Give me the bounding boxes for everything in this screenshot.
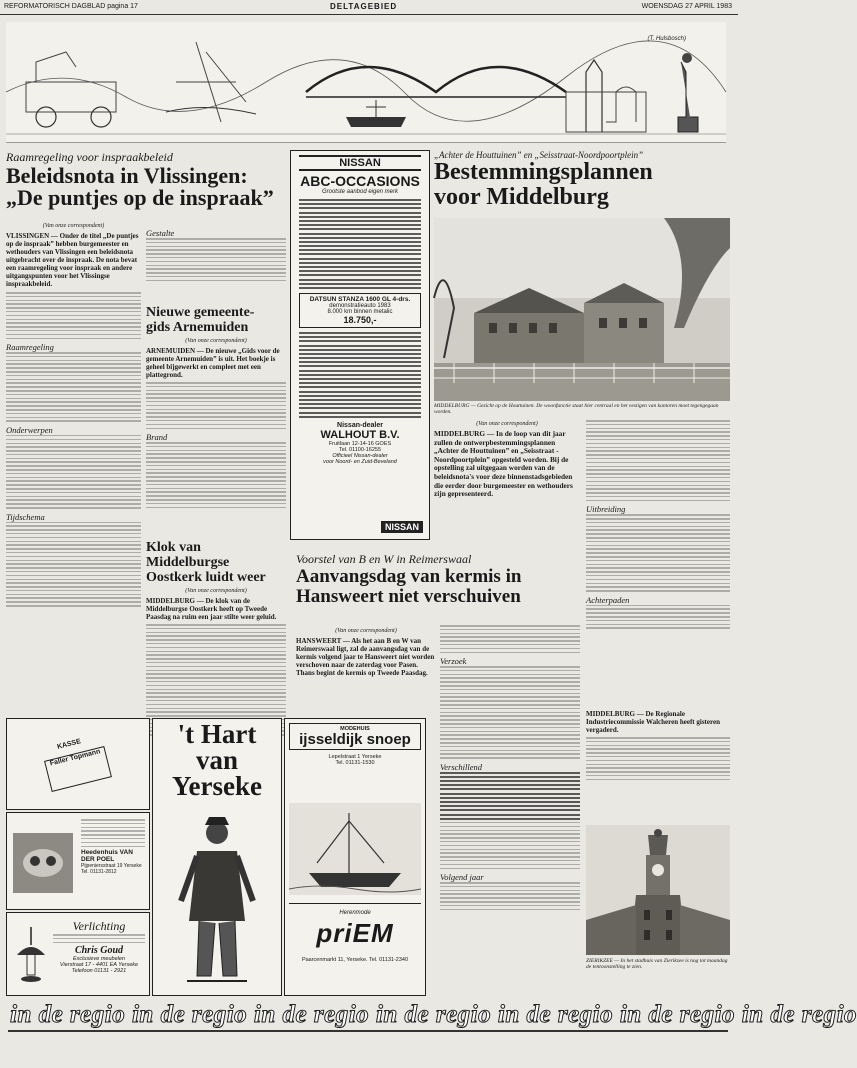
body-text: [146, 442, 286, 508]
article-kicker: Voorstel van B en W in Reimerswaal: [296, 552, 472, 566]
banner-illustration: [6, 22, 726, 143]
header-left: REFORMATORISCH DAGBLAD pagina 17: [4, 3, 138, 10]
nissan-ad-title: ABC-OCCASIONS: [300, 173, 420, 189]
body-text: [6, 435, 141, 509]
article-title: Bestemmingsplannen: [434, 159, 653, 185]
footer-regio-banner: in de regio in de regio in de regio in de regio in de regio in de regio in de regio: [10, 1001, 857, 1028]
priem-logo: priEM: [316, 918, 394, 948]
faller-advertisement: [6, 718, 150, 810]
occasion-list: [299, 199, 421, 289]
article-lead: HANSWEERT — Als het aan B en W van Reimerswaal ligt, zal de aanvangsdag van de kermis volgend jaar te Hansweert niet worden verschoven naar de zaterdag voor Pasen. Thans begint de kermis op Tweede Paasdag.: [296, 637, 435, 677]
article-title-line2: gids Arnemuiden: [146, 320, 249, 335]
article-lead: ARNEMUIDEN — De nieuwe „Gids voor de gemeente Arnemuiden” is uit. Het boekje is geheel bijgewerkt en compleet met een plattegrond.: [146, 347, 280, 379]
hart-line2: van: [195, 745, 239, 775]
body-text: [586, 605, 730, 629]
verlichting-line: Exclusieve meubelen: [73, 956, 125, 963]
priem-top: Herenmode: [339, 910, 371, 916]
promo-detail: demonstratieauto 1983: [329, 302, 391, 309]
subheading-verzoek: Verzoek: [440, 656, 467, 667]
subheading-achterpaden: Achterpaden: [586, 594, 630, 605]
promo-detail: 8.000 km binnen metalic: [327, 308, 393, 315]
hart-van-yerseke-advertisement: [152, 718, 282, 996]
byline: (Van onze correspondent): [185, 588, 247, 594]
priem-address: Paarcenmarkt 11, Yerseke. Tel. 01131-2340: [301, 957, 409, 963]
dealer-address: Fruitlaan 12-14-16 GOES: [328, 440, 392, 447]
body-text: [6, 352, 141, 422]
banner-drawing: [6, 22, 726, 142]
photo-caption: MIDDELBURG — Gezicht op de Houttuinen. De woonfunctie staat hier centraal en het vestigen van kantoren moet tegengegaan worden.: [434, 403, 719, 416]
poel-text: [81, 819, 145, 847]
body-text: [440, 625, 580, 653]
body-text: [146, 382, 286, 429]
byline: (Van onze correspondent): [185, 338, 247, 344]
article-vlissingen-heading: [6, 150, 286, 210]
article-title-line2: „De puntjes op de inspraak”: [6, 185, 274, 210]
body-text: [440, 666, 580, 759]
header-section: DELTAGEBIED: [330, 2, 398, 11]
article-title-line2: voor Middelburg: [434, 184, 609, 210]
body-text: [586, 514, 730, 591]
faller-top: KASSE: [56, 738, 82, 751]
subheading-gestalte: Gestalte: [146, 228, 175, 238]
ijsseldijk-name: ijsseldijk snoep: [299, 731, 411, 748]
promo-model: DATSUN STANZA 1600 GL 4-drs.: [309, 295, 411, 303]
article-lead: VLISSINGEN — Onder de titel „De puntjes op de inspraak” hebben burgemeester en wethouders van Vlissingen een beleidsnota uitgebracht over de inspraak. De nota bevat een raamregeling voor inspraak en andere uitgangspunten voor het Vlissingse inspraakbeleid.: [6, 232, 139, 288]
ijsseldijk-address: Lepelstraat 1 Yerseke: [328, 754, 382, 760]
subheading-uitbreiding: Uitbreiding: [586, 504, 626, 515]
photo-zierikzee-caption: ZIERIKZEE — In het stadhuis van Zierikzee is nog tot maandag de tentoonstelling te zien.: [586, 958, 728, 971]
dealer-name: WALHOUT B.V.: [320, 428, 400, 441]
poel-name: Heedenhuis VAN DER POEL: [81, 849, 133, 864]
article-title: Aanvangsdag van kermis in: [296, 566, 522, 587]
photo-houttuinen: [434, 218, 730, 401]
article-lead: MIDDELBURG — De klok van de Middelburgse Oostkerk heeft op Tweede Paasdag na ruim een jaar stilte weer geluid.: [146, 597, 277, 621]
article-arnemuiden: [146, 305, 286, 535]
banner-caption: (T. Hulsbosch): [647, 36, 686, 42]
body-text: [440, 822, 580, 869]
article-kicker: Raamregeling voor inspraakbeleid: [6, 150, 173, 164]
dealer-label: Nissan-dealer: [337, 421, 383, 429]
verlichting-phone: Telefoon 01131 - 2921: [71, 968, 127, 975]
verlichting-title: Verlichting: [72, 919, 126, 933]
dealer-phone: Tel. 01100-16255: [338, 446, 382, 453]
subheading-verschillend: Verschillend: [440, 761, 483, 772]
occasion-list: [299, 332, 421, 418]
byline: (Van onze correspondent): [476, 421, 538, 427]
article-title-line2: Hansweert niet verschuiven: [296, 586, 521, 607]
page-header: [0, 0, 738, 15]
article-hansweert-col2: [440, 625, 580, 995]
nissan-logo: NISSAN: [381, 521, 423, 533]
photo-zierikzee-image: [586, 825, 730, 955]
nissan-advertisement: [290, 150, 430, 540]
article-title: Klok van Middelburgse: [146, 540, 230, 570]
subheading-tijdschema: Tijdschema: [6, 511, 45, 522]
verlichting-shop: Chris Goud: [74, 945, 124, 957]
body-text: [440, 882, 580, 910]
article-title-line2: Oostkerk luidt weer: [146, 570, 266, 585]
faller-name: Faller Topmann: [44, 746, 112, 792]
body-text: [146, 238, 286, 281]
body-text: [586, 737, 730, 780]
verlichting-advertisement: [6, 912, 150, 996]
subheading-brand: Brand: [146, 432, 168, 443]
article-lead: MIDDELBURG — De Regionale Industriecommissie Walcheren heeft gisteren vergaderd.: [586, 710, 720, 734]
ijsseldijk-top: MODEHUIS: [340, 726, 370, 732]
article-vlissingen-col2: [146, 225, 286, 300]
promo-price: 18.750,-: [343, 314, 377, 325]
article-industriecommissie: [586, 710, 730, 820]
article-title: Nieuwe gemeente-: [146, 305, 255, 320]
byline: (Van onze correspondent): [335, 628, 397, 634]
article-kicker: „Achter de Houttuinen” en „Seisstraat-Noordpoortplein”: [434, 150, 644, 160]
article-hansweert-heading: [296, 552, 586, 610]
footer-rule: [8, 1030, 728, 1032]
subheading-onderwerpen: Onderwerpen: [6, 424, 53, 435]
nissan-ad-subtitle: Grootste aanbod eigen merk: [321, 189, 399, 195]
ijsseldijk-advertisement: [284, 718, 426, 996]
body-text: [6, 522, 141, 607]
article-lead: MIDDELBURG — In de loop van dit jaar zullen de ontwerpbestemmingsplannen „Achter de Houttuinen” en „Seisstraat - Noordpoortplein” opgesteld worden. Bij de opstelling zal uitgegaan worden van de beleidsnota's voor deze binnenstadsgebieden die eerder door burgemeester en wethouders zijn gepresenteerd.: [434, 429, 573, 499]
byline: (Van onze correspondent): [42, 223, 105, 229]
poel-advertisement: [6, 812, 150, 910]
poel-address: Pijpeniersstraat 19 Yerseke: [81, 863, 142, 870]
article-middelburg-heading: [434, 150, 730, 212]
subheading-raamregeling: Raamregeling: [6, 342, 54, 353]
article-oostkerk: [146, 540, 286, 749]
hart-line1: 't Hart: [177, 719, 257, 749]
body-text: [586, 420, 730, 501]
promo-box: [299, 293, 421, 328]
ijsseldijk-phone: Tel. 01131-1530: [335, 760, 375, 766]
hart-line3: Yerseke: [172, 771, 262, 801]
poel-phone: Tel. 01131-2812: [81, 869, 117, 876]
lamp-icon: [13, 925, 49, 985]
article-hansweert-col1: [296, 625, 436, 715]
article-vlissingen-col1: [6, 220, 141, 745]
verlichting-text: [53, 934, 145, 943]
boat-illustration: [289, 803, 421, 895]
body-text: [6, 292, 141, 339]
subheading-volgend-jaar: Volgend jaar: [440, 872, 484, 883]
article-title: Beleidsnota in Vlissingen:: [6, 163, 248, 188]
article-middelburg-col1: [434, 418, 580, 543]
nissan-brand: NISSAN: [299, 155, 421, 171]
header-date: WOENSDAG 27 APRIL 1983: [641, 3, 732, 10]
poel-photo: [13, 833, 73, 893]
dealer-note: voor Noord- en Zuid-Beveland: [323, 458, 397, 465]
photo-zierikzee: [586, 825, 730, 955]
photo-houttuinen-image: [434, 218, 730, 401]
verlichting-address: Vierstraat 17 - 4401 EA Yerseke: [59, 962, 139, 969]
body-text: [440, 772, 580, 820]
fisherman-illustration: [167, 811, 267, 987]
dealer-note: Officieel Nissan-dealer: [332, 452, 388, 459]
article-middelburg-col2: [586, 420, 730, 705]
